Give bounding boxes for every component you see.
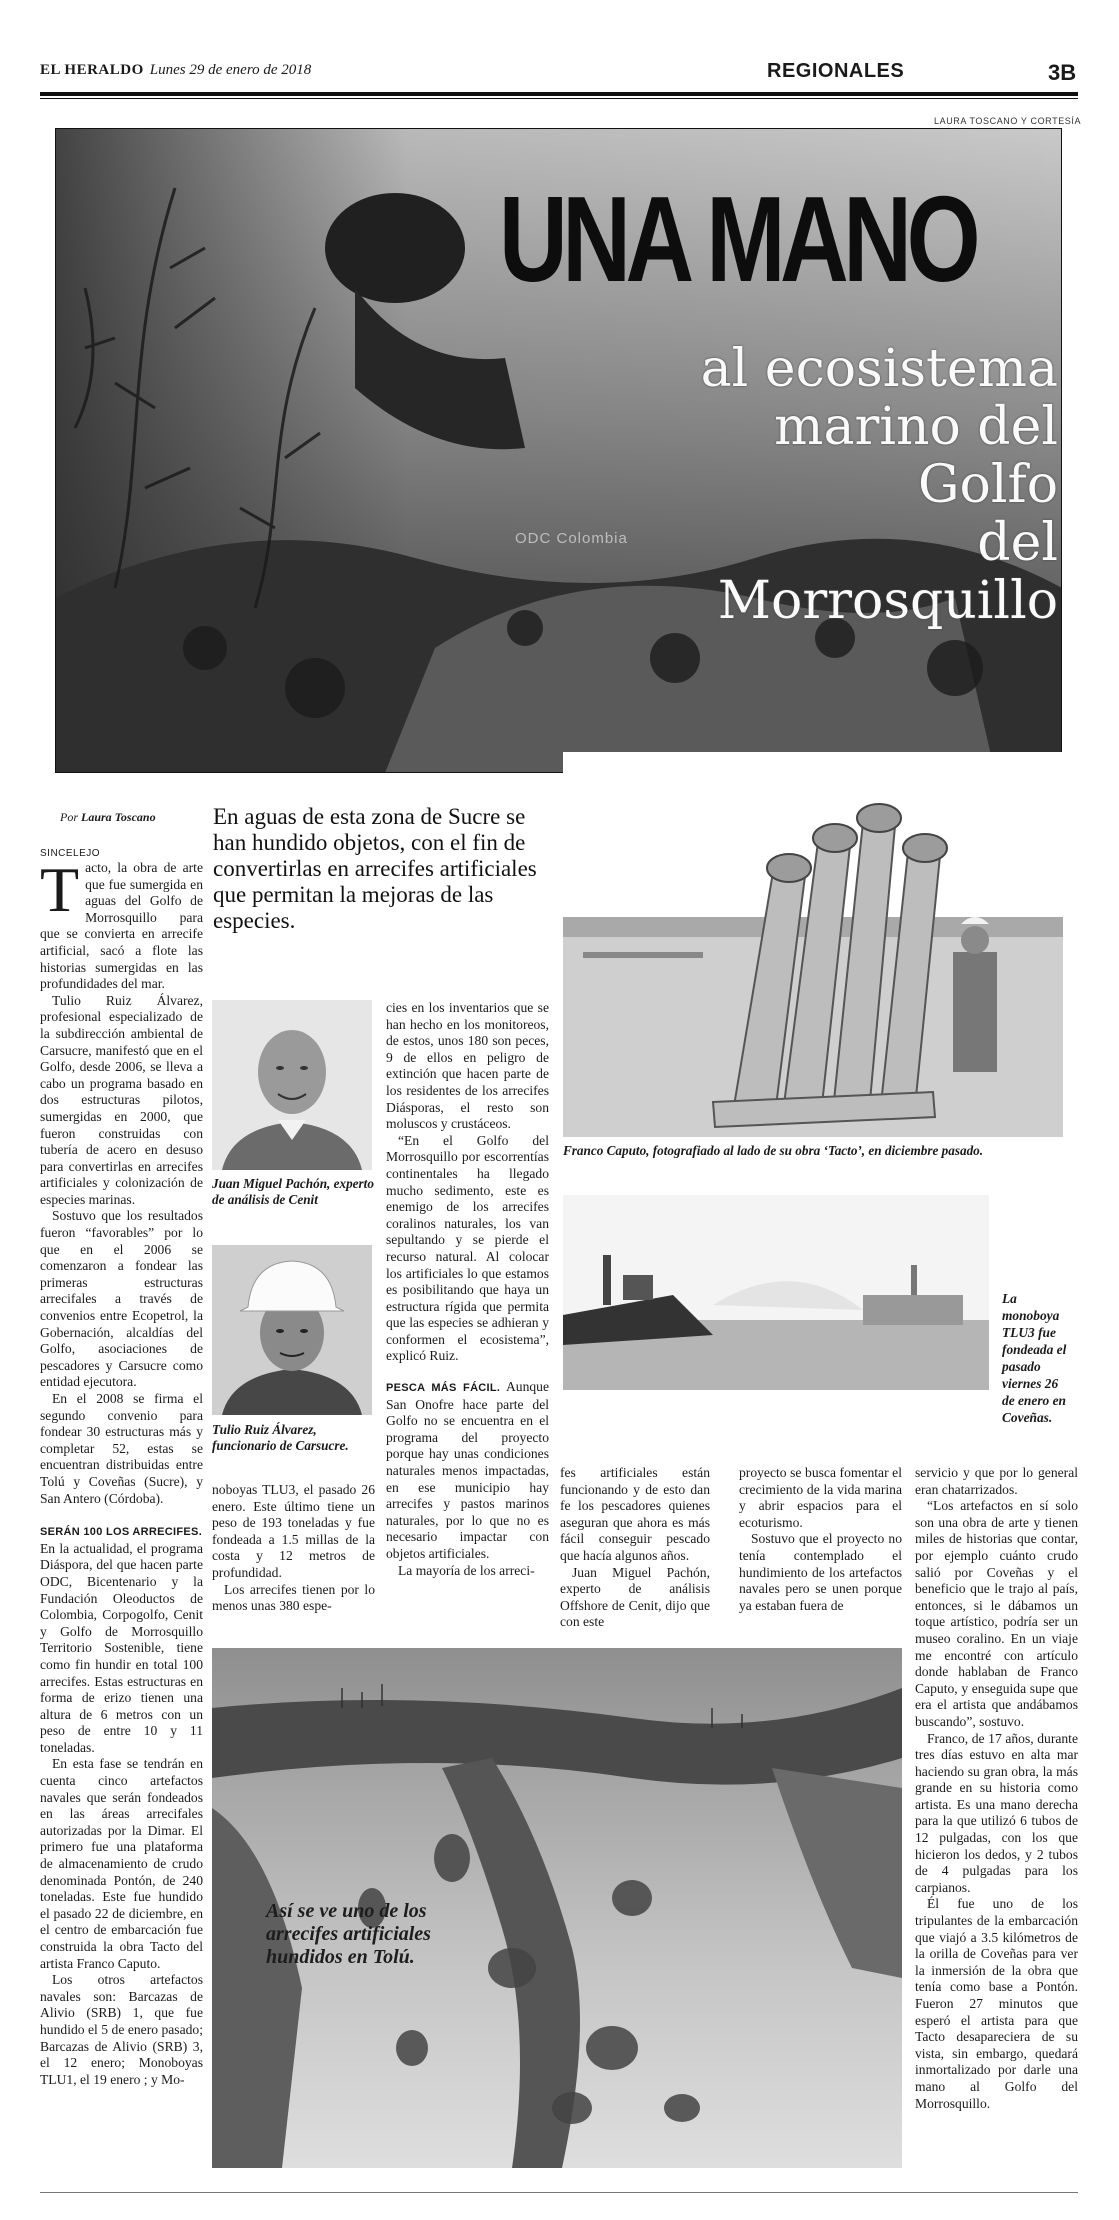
paragraph: cies en los inventarios que se han hecho en los monitoreos, de estos, unos 180 son peces, 9 de ellos en peligro de extinción que hacen parte de los residentes de los arrecifes Diásporas, el resto son moluscos y crustáceos.: [386, 1000, 549, 1132]
article-column-6: [915, 1465, 1078, 2112]
article-column-3: [386, 1000, 549, 1579]
paragraph: En la actualidad, el programa Diáspora, del que hacen parte ODC, Bicentenario y la Fundación Oleoductos de Colombia, Corpogolfo, Cenit y Golfo de Morrosquillo Territorio Sostenible, tiene como fin hundir en total 100 arrecifes. Estas estructuras en forma de erizo tienen una altura de 6 metros con un peso de entre 10 y 11 toneladas.: [40, 1540, 203, 1755]
caption-monoboya: La monoboya TLU3 fue fondeada el pasado viernes 26 de enero en Coveñas.: [1002, 1291, 1067, 1425]
subhead: PESCA MÁS FÁCIL.: [386, 1382, 501, 1395]
hero-title: UNA MANO: [499, 171, 976, 307]
article-column-2: [212, 1482, 375, 1615]
paragraph: Él fue uno de los tripulantes de la embarcación que viajó a 3.5 kilómetros de la orilla de Coveñas para ver la inmersión de la obra que tenía como base a Pontón. Fueron 27 minutos que esperó el artista para que Tacto desapareciera de su vista, sin embargo, quedará inmortalizado por darle una mano al Golfo del Morrosquillo.: [915, 1896, 1078, 2111]
photo-quote-caption: Así se ve uno de los arrecifes artificiales hundidos en Tolú.: [266, 1900, 431, 1968]
paragraph: Tulio Ruiz Álvarez, profesional especializado de la subdirección ambiental de Carsucre, manifestó que en el Golfo, desde 2006, se lleva a cabo un programa basado en dos estructuras pilotos, sumergidas en 2000, que fueron construidas con tubería de acero en desuso para convertirlas en arrecifes artificiales y colonización de especies marinas.: [40, 992, 203, 1207]
drop-cap: T: [40, 854, 80, 925]
paragraph: Los otros artefactos navales son: Barcazas de Alivio (SRB) 1, que fue hundido el 5 de enero pasado; Barcazas de Alivio (SRB) 3, el 12 enero; Monoboyas TLU1, el 19 enero ; y Mo-: [40, 1972, 203, 2087]
masthead-rule: [40, 92, 1078, 96]
caption-ruiz: Tulio Ruiz Álvarez, funcionario de Carsucre.: [212, 1422, 349, 1453]
paragraph: Franco, de 17 años, durante tres días estuvo en alta mar haciendo su gran obra, la más grande en su historia como artista. Es una mano derecha para la que utilizó 6 tubos de 12 pulgadas, con los que hicieron los dedos, y 2 tubos de 4 pulgadas para los carpianos.: [915, 1730, 1078, 1895]
byline: [60, 810, 156, 825]
sculpture-photo: [563, 752, 1063, 1137]
article-column-1: [40, 854, 203, 2088]
article-column-5: [739, 1465, 902, 1614]
paragraph: En el 2008 se firma el segundo convenio para fondear 30 estructuras más y completar 52, estas se encuentran distribuidas entre Tolú y Coveñas (Sucre), y San Antero (Córdoba).: [40, 1391, 203, 1506]
hero-subtitle-line: del Morrosquillo: [717, 513, 1058, 631]
page-bottom-rule: [40, 2192, 1078, 2193]
paragraph: En esta fase se tendrán en cuenta cinco artefactos navales que serán fondeados en las áreas arrecifales autorizadas por la Dimar. El primero fue una plataforma de almacenamiento de crudo denominada Pontón, de 240 toneladas. Este fue hundido el pasado 22 de diciembre, en el centro de embarcación fue construida la obra Tacto del artista Franco Caputo.: [40, 1756, 203, 1971]
paragraph: acto, la obra de arte que fue sumergida en aguas del Golfo de Morrosquillo para que se convierta en arrecife artificial, sacó a flote las historias sumergidas en las profundidades del mar.: [40, 860, 203, 992]
dateline: SINCELEJO: [40, 848, 101, 859]
paragraph: Los arrecifes tienen por lo menos unas 380 espe-: [212, 1581, 375, 1614]
masthead-paper-date: [40, 62, 311, 79]
page-number: 3B: [1048, 60, 1077, 85]
lede: En aguas de esta zona de Sucre se han hundido objetos, con el fin de convertirlas en arrecifes artificiales que permitan la mejoras de las especies.: [213, 804, 537, 933]
photo-credit: LAURA TOSCANO Y CORTESÍA: [934, 116, 1082, 126]
portrait-ruiz: [212, 1245, 372, 1415]
photo-watermark: ODC Colombia: [515, 530, 628, 547]
article-column-4: [560, 1465, 710, 1631]
paragraph: Aunque San Onofre hace parte del Golfo no se encuentra en el programa del proyecto porque hay unas condiciones naturales menos impactadas, en ese municipio hay arrecifes y pastos marinos naturales, por lo que no es necesario impactar con objetos artificiales.: [386, 1379, 549, 1561]
paragraph: Sostuvo que los resultados fueron “favorables” por lo que en el 2006 se comenzaron a fondear las primeras estructuras arrecifales a través de convenios entre Ecopetrol, la Gobernación, alcaldías del Golfo, asociaciones de pescadores y Carsucre como entidad ejecutora.: [40, 1208, 203, 1390]
byline-author: Laura Toscano: [81, 810, 156, 824]
paragraph: noboyas TLU3, el pasado 26 enero. Este último tiene un peso de 193 toneladas y fue fondeada a 1.5 millas de la costa y 12 metros de profundidad.: [212, 1482, 375, 1580]
paragraph: Juan Miguel Pachón, experto de análisis Offshore de Cenit, dijo que con este: [560, 1564, 710, 1630]
paragraph: La mayoría de los arreci-: [398, 1562, 535, 1578]
paragraph: servicio y que por lo general eran chatarrizados.: [915, 1465, 1078, 1497]
caption-caputo: Franco Caputo, fotografiado al lado de su obra ‘Tacto’, en diciembre pasado.: [563, 1143, 984, 1158]
portrait-pachon: [212, 1000, 372, 1170]
byline-prefix: Por: [60, 810, 78, 824]
paragraph: “En el Golfo del Morrosquillo por escorrentías continentales ha llegado mucho sedimento, este es enemigo de los arrecifes coralinos naturales, los van sepultando y se pierde el recurso natural. Al colocar los artificiales lo que estamos es posibilitando que haya un estructura rígida que permita que las especies se adhieran y conformen el ecosistema”, explicó Ruiz.: [386, 1132, 549, 1364]
paper-name: EL HERALDO: [40, 62, 144, 78]
paragraph: “Los artefactos en sí solo son una obra de arte y tienen miles de historias que contar, por ejemplo cuánto crudo salió por Coveñas y el beneficio que le trajo al país, entonces, si le dábamos un toque artístico, podría ser un museo coralino. En un viaje me encontré con artículo donde hablaban de Franco Caputo, y enseguida supe que era el artista que andábamos buscando”, sostuvo.: [915, 1498, 1078, 1729]
paragraph: Sostuvo que el proyecto no tenía contemplado el hundimiento de los artefactos navales pero se unen porque ya estaban fuera de: [739, 1531, 902, 1613]
masthead-rule-thin: [40, 98, 1078, 99]
paragraph: fes artificiales están funcionando y de esto dan fe los pescadores quienes aseguran que ahora es más fácil conseguir pescado que hacía algunos años.: [560, 1465, 710, 1563]
monoboya-photo: [563, 1195, 989, 1390]
subhead: SERÁN 100 LOS ARRECIFES.: [40, 1526, 203, 1539]
edition-date: Lunes 29 de enero de 2018: [149, 62, 312, 78]
section-name: REGIONALES: [767, 60, 905, 82]
hero-subtitle-line: marino del Golfo: [774, 397, 1058, 515]
caption-pachon: Juan Miguel Pachón, experto de análisis de Cenit: [212, 1176, 374, 1207]
hero-subtitle-line: al ecosistema: [700, 339, 1058, 399]
paragraph: proyecto se busca fomentar el crecimiento de la vida marina y abrir espacios para el ecoturismo.: [739, 1465, 902, 1530]
hero-subtitle: [628, 340, 1058, 630]
